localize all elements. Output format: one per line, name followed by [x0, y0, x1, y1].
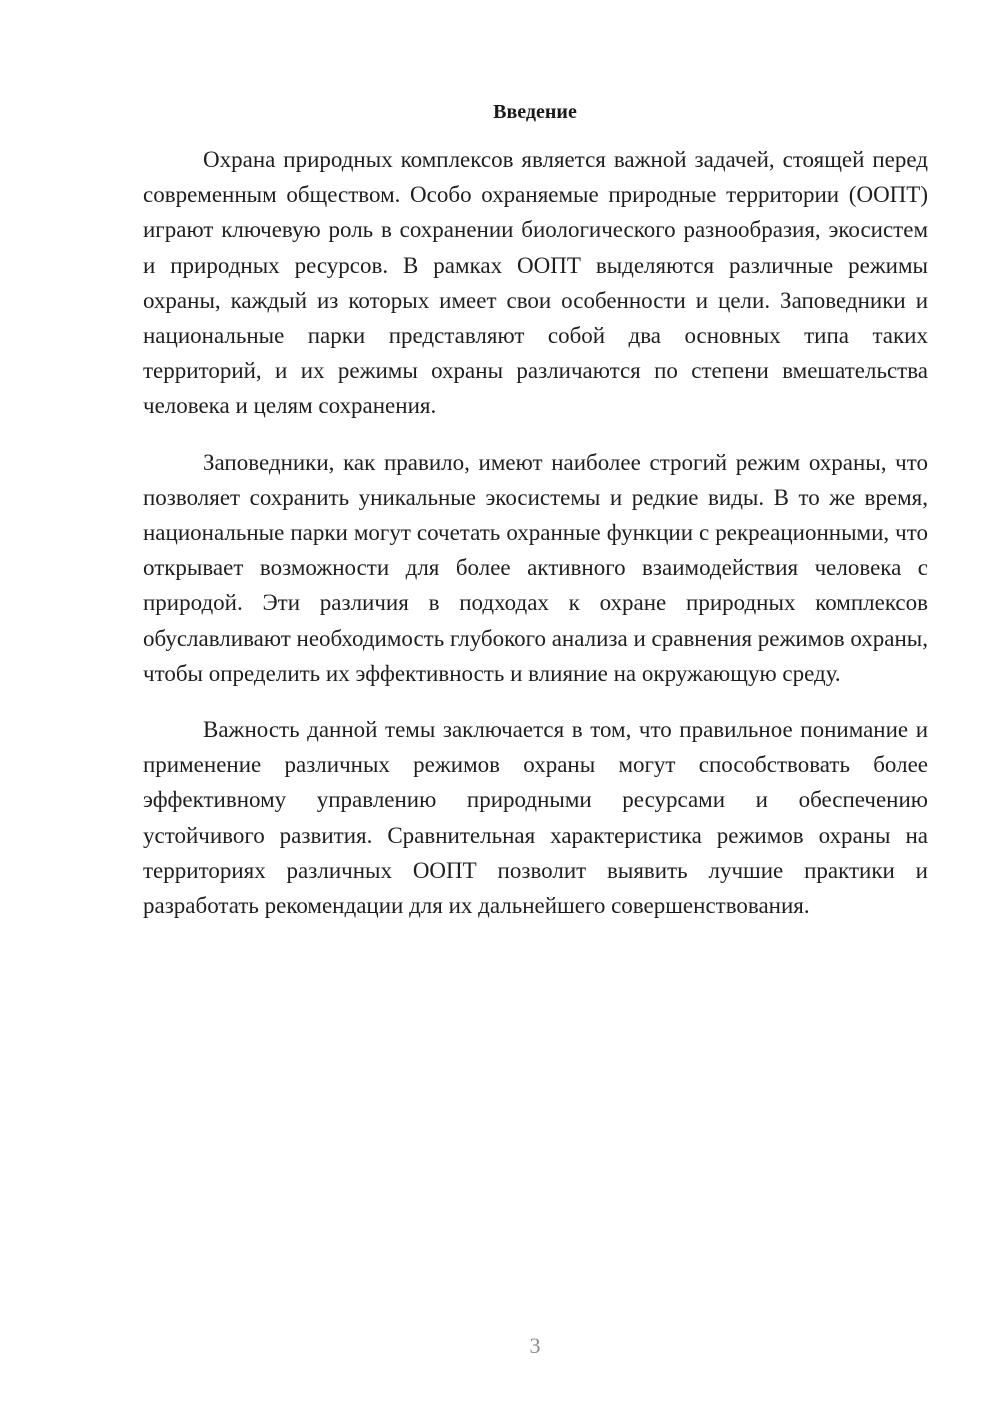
paragraph-3: Важность данной темы заключается в том, что правильное понимание и применение различных режимов охраны могут способствовать более эффективному управлению природными ресурсами и обеспечению устойчивого развития. Сравнительная характеристика режимов охраны на территориях различных ООПТ позволит выявить лучшие практики и разработать рекомендации для их дальнейшего совершенствования. — [143, 717, 928, 919]
document-body — [143, 142, 928, 923]
section-title: Введение — [493, 101, 577, 123]
paragraph-1: Охрана природных комплексов является важной задачей, стоящей перед современным обществом. Особо охраняемые природные территории (ООПТ) играют ключевую роль в сохранении биологического разнообразия, экосистем и природных ресурсов. В рамках ООПТ выделяются различные режимы охраны, каждый из которых имеет свои особенности и цели. Заповедники и национальные парки представляют собой два основных типа таких территорий, и их режимы охраны различаются по степени вмешательства человека и целям сохранения. — [143, 147, 928, 419]
paragraph-2: Заповедники, как правило, имеют наиболее строгий режим охраны, что позволяет сохранить уникальные экосистемы и редкие виды. В то же время, национальные парки могут сочетать охранные функции с рекреационными, что открывает возможности для более активного взаимодействия человека с природой. Эти различия в подходах к охране природных комплексов обуславливают необходимость глубокого анализа и сравнения режимов охраны, чтобы определить их эффективность и влияние на окружающую среду. — [143, 449, 928, 686]
page-number: 3 — [529, 1333, 541, 1358]
